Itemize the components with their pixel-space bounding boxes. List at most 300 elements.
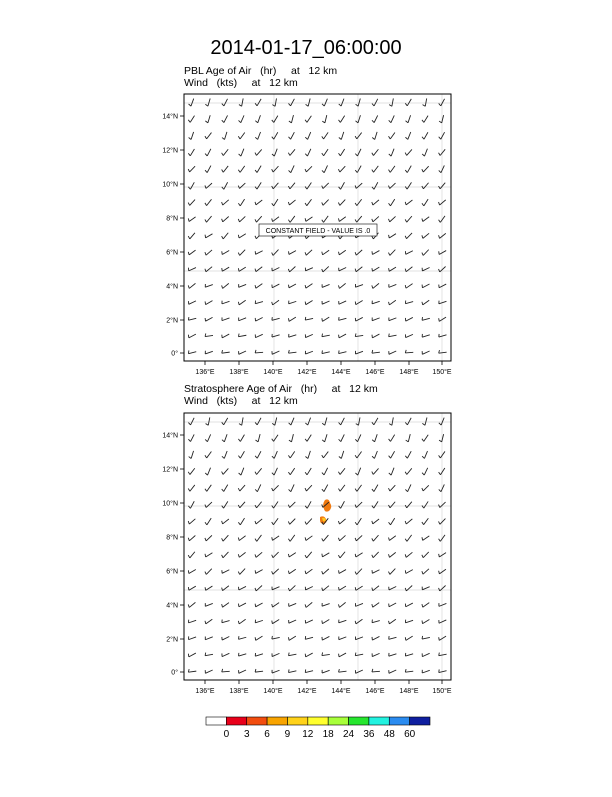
wind-barb (239, 351, 246, 354)
wind-barb (205, 133, 212, 139)
wind-barb (289, 603, 296, 606)
wind-barb (322, 200, 329, 206)
wind-barb (238, 334, 246, 337)
wind-barb (422, 417, 427, 425)
wind-barb (372, 317, 379, 320)
wind-barb (255, 284, 262, 289)
wind-barb (405, 182, 411, 189)
wind-barb (222, 519, 229, 524)
wind-barb (389, 468, 394, 475)
wind-barb (355, 485, 361, 491)
wind-barb (222, 132, 227, 140)
wind-barb (405, 251, 412, 255)
wind-barb (388, 502, 395, 508)
wind-barb (222, 434, 227, 442)
wind-barb (189, 301, 196, 304)
wind-barb (305, 485, 312, 491)
wind-barb (255, 519, 262, 524)
wind-barb (422, 199, 428, 206)
wind-barb (239, 284, 246, 287)
wind-barb (372, 653, 379, 656)
wind-barb (288, 200, 295, 205)
wind-barb (255, 149, 262, 155)
wind-barb (372, 535, 379, 541)
wind-barb (272, 417, 277, 425)
wind-barb (238, 216, 245, 222)
colorbar-segment (328, 717, 348, 725)
wind-barb (439, 317, 446, 321)
longitude-label: 138°E (229, 687, 248, 695)
wind-barb (305, 132, 310, 139)
wind-barb (305, 669, 313, 672)
wind-barb (339, 451, 344, 459)
wind-barb (422, 300, 429, 305)
wind-barb (222, 535, 229, 541)
wind-barb (439, 636, 446, 640)
wind-barb (222, 451, 227, 458)
wind-barb (422, 435, 428, 442)
wind-barb (255, 484, 261, 491)
wind-barb (405, 418, 411, 425)
wind-barb (272, 98, 276, 106)
wind-barb (288, 216, 294, 222)
wind-barb (405, 233, 412, 239)
latitude-label: 12°N (162, 466, 178, 474)
wind-barb (388, 183, 395, 189)
wind-barb (322, 670, 330, 673)
latitude-label: 8°N (166, 215, 178, 223)
wind-barb (389, 451, 395, 458)
wind-barb (238, 552, 245, 557)
colorbar-segment (267, 717, 287, 725)
longitude-label: 146°E (365, 368, 384, 376)
wind-barb (272, 501, 278, 508)
wind-barb (322, 652, 330, 655)
wind-barb (272, 619, 279, 623)
wind-barb (255, 182, 261, 189)
wind-barb (355, 284, 363, 287)
wind-barb (372, 149, 379, 155)
longitude-label: 150°E (432, 368, 451, 376)
wind-barb (322, 636, 329, 640)
wind-barb (405, 502, 412, 508)
wind-barb (355, 619, 362, 624)
wind-barb (289, 284, 296, 288)
wind-barb (272, 536, 279, 540)
wind-barb (355, 250, 362, 255)
wind-barb (289, 434, 294, 442)
colorbar-segment (287, 717, 307, 725)
colorbar-segment (206, 717, 226, 725)
wind-barb (205, 502, 212, 507)
wind-barb (238, 166, 244, 173)
wind-barb (439, 334, 447, 337)
wind-barb (189, 132, 194, 140)
wind-barb (188, 334, 195, 338)
wind-barb (205, 284, 213, 287)
wind-barb (439, 115, 444, 123)
wind-barb (272, 317, 280, 320)
wind-barb (322, 99, 327, 106)
wind-barb (338, 535, 345, 540)
wind-barb (372, 166, 378, 172)
wind-barb (439, 653, 447, 656)
wind-barb (305, 653, 312, 657)
wind-barb (305, 468, 311, 475)
wind-barb (389, 670, 396, 673)
wind-barb (188, 283, 195, 288)
wind-barb (222, 233, 229, 239)
wind-barb (205, 619, 212, 624)
wind-barb (339, 669, 347, 672)
wind-barb (205, 553, 212, 557)
wind-barb (188, 434, 194, 441)
wind-barb (339, 434, 345, 441)
wind-barb (338, 200, 345, 206)
wind-barb (255, 620, 263, 623)
wind-barb (389, 132, 395, 139)
wind-barb (405, 99, 411, 106)
wind-barb (439, 251, 446, 255)
wind-barb (222, 301, 230, 304)
wind-barb (222, 653, 229, 656)
wind-barb (205, 653, 213, 656)
wind-barb (188, 233, 195, 239)
wind-barb (205, 333, 213, 336)
wind-barb (405, 166, 411, 173)
wind-barb (188, 217, 195, 222)
wind-barb (372, 115, 378, 122)
stratosphere-age-hotspot (320, 499, 331, 524)
wind-barb (405, 216, 412, 222)
wind-barb (422, 451, 427, 458)
wind-barb (272, 149, 277, 156)
panel-stratosphere (162, 383, 452, 695)
wind-barb (288, 451, 294, 458)
wind-barb (372, 182, 378, 189)
wind-barb (255, 216, 262, 222)
wind-barb (205, 351, 213, 354)
wind-barb (389, 603, 396, 607)
wind-barb (289, 165, 295, 172)
wind-barb (355, 301, 362, 305)
wind-barb (355, 653, 363, 656)
longitude-label: 136°E (195, 368, 214, 376)
wind-barb (188, 536, 195, 541)
wind-barb (322, 132, 328, 139)
wind-barb (288, 569, 295, 574)
wind-barb (239, 670, 246, 673)
wind-barb (272, 468, 278, 475)
wind-barb (355, 553, 362, 557)
wind-barb (305, 149, 311, 156)
wind-barb (405, 350, 413, 353)
wind-barb (338, 283, 345, 288)
wind-barb (255, 468, 262, 474)
panel-stratosphere-map-frame (184, 413, 451, 680)
wind-barb (205, 468, 210, 475)
wind-barb (389, 199, 395, 206)
wind-barb (322, 115, 327, 123)
wind-barb (255, 251, 262, 255)
wind-barb (305, 182, 311, 189)
wind-barb (439, 99, 445, 106)
wind-barb (272, 518, 278, 524)
wind-barb (222, 251, 229, 255)
wind-barb (222, 636, 229, 640)
wind-barb (272, 217, 279, 222)
wind-barb (205, 166, 211, 173)
wind-barb (255, 334, 262, 337)
longitude-label: 144°E (331, 368, 350, 376)
wind-barb (255, 166, 261, 173)
wind-barb (372, 99, 378, 106)
wind-barb (355, 603, 362, 606)
wind-barb (372, 552, 379, 558)
wind-barb (238, 250, 245, 256)
wind-barb (189, 99, 194, 107)
wind-barb (372, 283, 379, 288)
wind-barb (422, 603, 429, 608)
wind-barb (306, 98, 311, 106)
wind-barb (288, 149, 295, 155)
wind-barb (322, 434, 327, 442)
wind-barb (422, 317, 430, 320)
wind-barb (222, 267, 229, 271)
wind-barb (255, 300, 263, 303)
wind-barb (405, 317, 412, 321)
wind-barb (405, 669, 413, 672)
wind-barb (389, 98, 393, 106)
panel-pbl (162, 65, 452, 376)
wind-barb (305, 250, 312, 255)
wind-barb (439, 434, 444, 442)
wind-barb (339, 132, 344, 140)
wind-barb (205, 670, 212, 673)
wind-barb (272, 451, 277, 458)
wind-barb (339, 317, 347, 320)
wind-barb (339, 636, 346, 639)
wind-barb (189, 636, 197, 639)
latitude-label: 8°N (166, 534, 178, 542)
longitude-label: 140°E (263, 368, 282, 376)
wind-barb (422, 670, 430, 673)
wind-barb (389, 234, 396, 238)
longitude-label: 140°E (263, 687, 282, 695)
wind-barb (405, 451, 411, 458)
wind-barb (288, 468, 294, 475)
wind-barb (305, 166, 312, 172)
wind-barb (355, 216, 362, 222)
longitude-label: 148°E (399, 368, 418, 376)
wind-barb (188, 602, 195, 607)
wind-barb (322, 165, 328, 172)
colorbar-segment (226, 717, 246, 725)
wind-barb (405, 552, 412, 557)
wind-barb (222, 182, 228, 189)
wind-barb (288, 502, 295, 508)
wind-barb (422, 485, 429, 491)
wind-barb (188, 519, 195, 524)
wind-barb (239, 586, 246, 590)
wind-barb (388, 485, 395, 491)
wind-barb (272, 351, 279, 354)
wind-barb (422, 351, 429, 354)
wind-barb (338, 485, 345, 491)
colorbar-segment (369, 717, 389, 725)
wind-barb (338, 519, 345, 524)
wind-barb (205, 115, 210, 123)
wind-barb (305, 418, 310, 425)
wind-barb (255, 502, 262, 508)
wind-barb (372, 619, 380, 622)
wind-barb (222, 669, 230, 672)
wind-barb (222, 468, 229, 474)
wind-barb (205, 216, 212, 222)
wind-barb (405, 200, 412, 205)
wind-barb (255, 636, 262, 640)
wind-barb (405, 284, 412, 289)
wind-barb (405, 132, 410, 139)
wind-barb (422, 268, 429, 271)
wind-barb (405, 620, 413, 623)
wind-barb (305, 116, 311, 123)
wind-barb (322, 334, 330, 337)
wind-barb (339, 501, 345, 508)
longitude-label: 148°E (399, 687, 418, 695)
wind-barb (405, 653, 413, 656)
wind-barb (389, 586, 396, 589)
wind-barb (372, 216, 379, 221)
wind-barb (272, 603, 279, 608)
wind-barb (389, 619, 396, 624)
wind-barb (222, 149, 229, 155)
wind-barb (222, 283, 229, 288)
colorbar-label: 24 (343, 729, 355, 740)
wind-barb (272, 284, 279, 288)
wind-barb (272, 183, 279, 189)
wind-barb (405, 603, 412, 607)
wind-barb (322, 452, 329, 458)
longitude-label: 138°E (229, 368, 248, 376)
colorbar-segment (308, 717, 328, 725)
wind-barb (188, 669, 196, 672)
wind-barb (238, 502, 245, 508)
wind-barb (188, 166, 195, 172)
wind-barb (272, 250, 279, 256)
wind-barb (188, 418, 194, 425)
wind-barb (305, 217, 312, 221)
wind-barb (405, 519, 412, 524)
wind-barb (255, 115, 260, 123)
wind-barb (289, 620, 296, 623)
wind-barb (422, 284, 429, 288)
wind-barb (305, 284, 312, 289)
wind-barb (189, 620, 197, 623)
colorbar-label: 60 (404, 729, 416, 740)
figure-title: 2014-01-17_06:00:00 (210, 37, 401, 59)
wind-barb (222, 217, 229, 222)
wind-barb (372, 501, 378, 508)
wind-barb (255, 603, 262, 607)
wind-barb (389, 284, 396, 287)
wind-barb (272, 636, 280, 639)
wind-barb (255, 350, 263, 353)
wind-barb (205, 569, 212, 575)
wind-barb (205, 317, 212, 321)
wind-barb (389, 636, 397, 639)
wind-barb (305, 334, 312, 337)
wind-barb (338, 116, 344, 123)
wind-barb (205, 199, 212, 205)
wind-barb (188, 552, 195, 558)
wind-barb (322, 250, 329, 255)
wind-barb (305, 552, 312, 558)
wind-barb (238, 132, 244, 138)
latitude-label: 4°N (166, 602, 178, 610)
wind-barb (238, 451, 244, 458)
wind-barb (239, 636, 247, 639)
wind-barb (305, 199, 311, 205)
wind-barb (289, 251, 296, 255)
wind-barb (205, 250, 212, 255)
wind-barb (222, 317, 230, 320)
wind-barb (188, 250, 195, 255)
wind-barb (405, 570, 412, 574)
wind-barb (238, 234, 245, 238)
wind-barb (405, 484, 411, 491)
wind-barb (205, 485, 211, 492)
wind-barb (372, 485, 378, 492)
wind-barb (288, 553, 295, 557)
panel-pbl-constant-field-text: CONSTANT FIELD - VALUE IS .0 (266, 228, 371, 235)
wind-barb (439, 165, 445, 172)
wind-barb (255, 434, 260, 442)
wind-barb (338, 552, 345, 558)
wind-barb (355, 317, 362, 321)
wind-barb (372, 468, 379, 474)
colorbar-label: 6 (264, 729, 270, 740)
wind-barb (338, 149, 344, 156)
wind-barb (272, 166, 279, 172)
wind-barb (439, 669, 447, 672)
wind-barb (422, 334, 430, 337)
wind-barb (222, 619, 230, 622)
wind-barb (322, 216, 328, 222)
colorbar-segment (247, 717, 267, 725)
wind-barb (422, 468, 428, 475)
wind-barb (372, 434, 377, 442)
wind-barb (389, 552, 396, 557)
wind-barb (338, 250, 345, 255)
wind-barb (322, 350, 330, 353)
latitude-label: 14°N (162, 432, 178, 440)
wind-barb (272, 435, 278, 442)
wind-barb (305, 569, 312, 574)
wind-barb (272, 670, 279, 673)
panel-stratosphere-title-line2: Wind (kts) at 12 km (184, 395, 298, 407)
wind-barb (222, 570, 229, 574)
colorbar (206, 717, 430, 740)
latitude-label: 6°N (166, 568, 178, 576)
panel-stratosphere-wind-barbs (188, 417, 446, 673)
wind-barb (188, 501, 194, 508)
wind-barb (255, 132, 260, 139)
colorbar-segment (349, 717, 369, 725)
wind-barb (372, 418, 378, 425)
wind-barb (405, 636, 412, 640)
wind-barb (422, 217, 429, 222)
